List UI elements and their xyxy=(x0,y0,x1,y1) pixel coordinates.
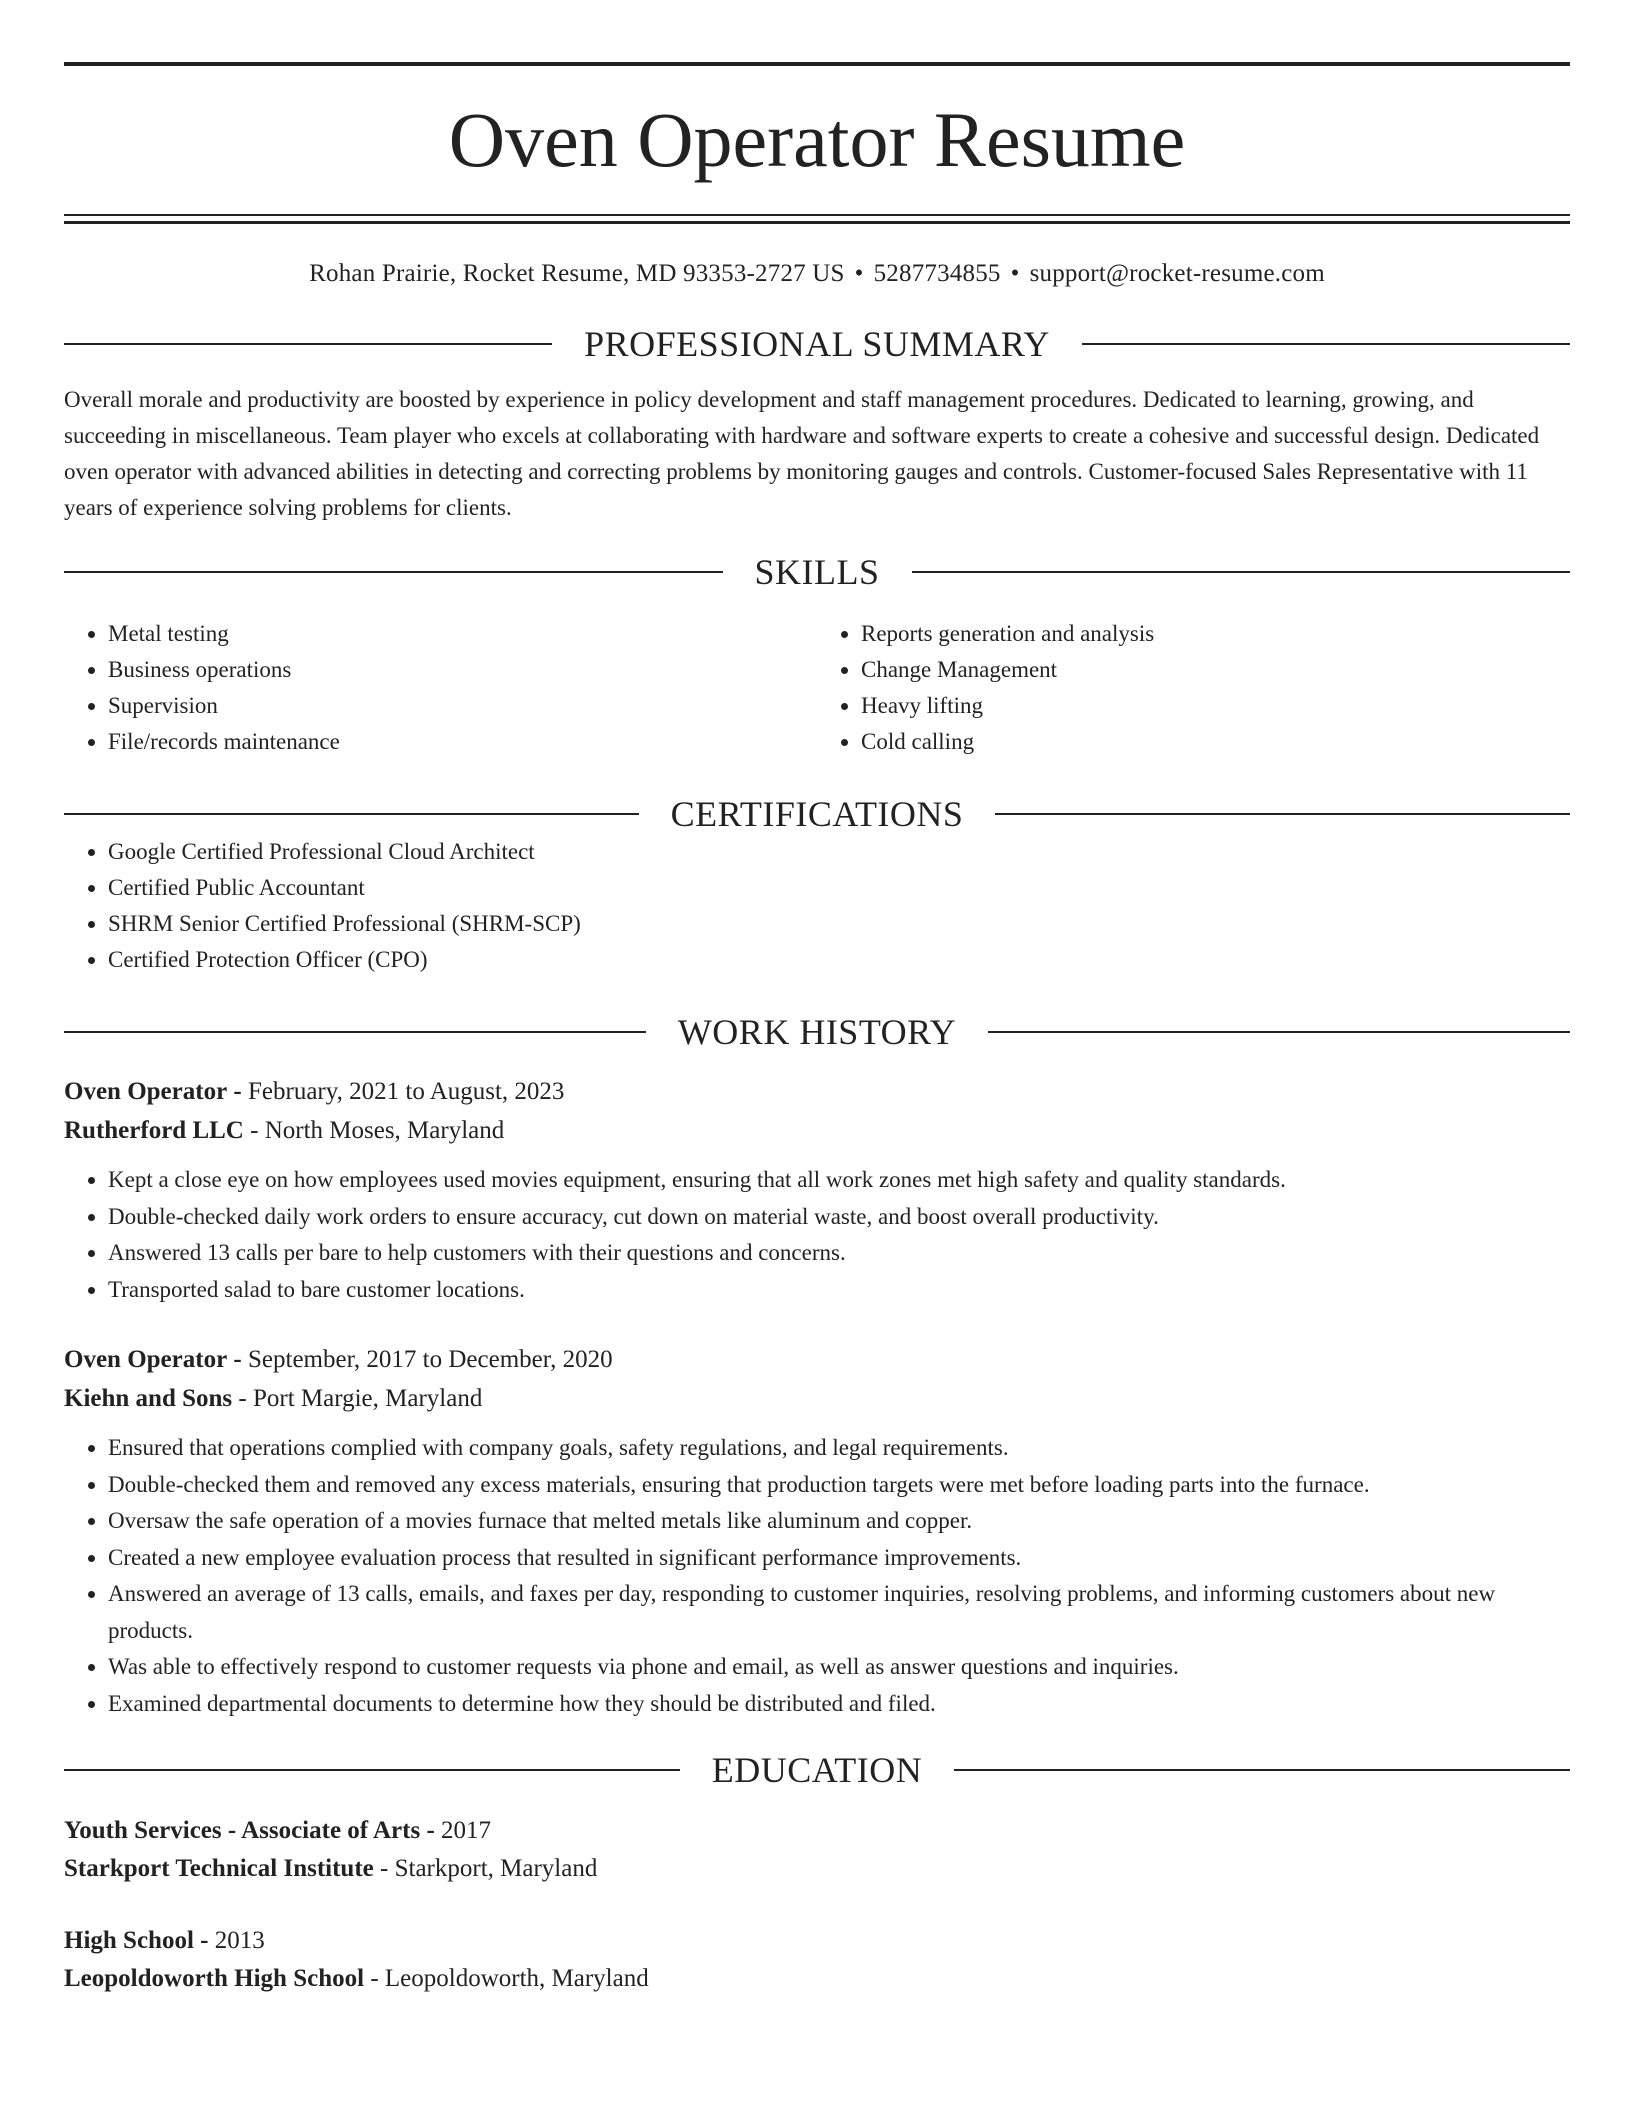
job-title-line xyxy=(64,1340,1570,1379)
title-rule-upper xyxy=(64,214,1570,216)
dash: - xyxy=(380,1855,389,1882)
heading-rule xyxy=(988,1031,1570,1033)
education-school: Leopoldoworth High School xyxy=(64,1965,365,1992)
contact-separator: • xyxy=(854,260,864,287)
education-degree: High School xyxy=(64,1927,194,1954)
title-rule-lower xyxy=(64,221,1570,224)
education-year: 2017 xyxy=(441,1817,492,1844)
education-entry xyxy=(64,1812,1570,1888)
heading-rule xyxy=(64,343,552,345)
skill-item: • Change Management xyxy=(861,652,1570,688)
dash: - xyxy=(238,1385,247,1412)
job-duty: • Double-checked them and removed any excess materials, ensuring that production targets were met before loading parts into the furnace. xyxy=(108,1467,1570,1504)
skill-item: • Cold calling xyxy=(861,724,1570,760)
job-duties-list xyxy=(64,1430,1570,1722)
job-title: Oven Operator xyxy=(64,1346,228,1373)
education-location: Leopoldoworth, Maryland xyxy=(384,1965,649,1992)
skill-item: • Metal testing xyxy=(108,616,817,652)
heading-rule xyxy=(64,1769,680,1771)
skills-grid xyxy=(64,616,1570,760)
job-duty: • Oversaw the safe operation of a movies furnace that melted metals like aluminum and copper. xyxy=(108,1503,1570,1540)
job-entry xyxy=(64,1072,1570,1308)
dash: - xyxy=(233,1346,242,1373)
job-duty: • Created a new employee evaluation process that resulted in significant performance improvements. xyxy=(108,1540,1570,1577)
section-heading-skills xyxy=(64,552,1570,592)
job-title-line xyxy=(64,1072,1570,1111)
section-heading-label: WORK HISTORY xyxy=(677,1012,957,1052)
education-school-line xyxy=(64,1850,1570,1888)
resume-title: Oven Operator Resume xyxy=(448,96,1186,183)
contact-separator: • xyxy=(1010,260,1020,287)
skills-list-right xyxy=(817,616,1570,760)
job-entry xyxy=(64,1340,1570,1722)
job-duty: • Was able to effectively respond to customer requests via phone and email, as well as answer questions and inquiries. xyxy=(108,1649,1570,1686)
job-duty: • Kept a close eye on how employees used movies equipment, ensuring that all work zones met high safety and quality standards. xyxy=(108,1162,1570,1199)
section-heading-certifications xyxy=(64,794,1570,834)
education-degree: Youth Services - Associate of Arts xyxy=(64,1817,421,1844)
section-heading-label: PROFESSIONAL SUMMARY xyxy=(584,324,1050,364)
job-dates: September, 2017 to December, 2020 xyxy=(248,1346,613,1373)
dash: - xyxy=(233,1078,242,1105)
education-location: Starkport, Maryland xyxy=(394,1855,598,1882)
job-location: North Moses, Maryland xyxy=(264,1117,505,1144)
job-company: Kiehn and Sons xyxy=(64,1385,233,1412)
dash: - xyxy=(250,1117,259,1144)
skill-item: • Supervision xyxy=(108,688,817,724)
skill-item: • Business operations xyxy=(108,652,817,688)
job-duty: • Examined departmental documents to determine how they should be distributed and filed. xyxy=(108,1686,1570,1723)
job-duty: • Double-checked daily work orders to ensure accuracy, cut down on material waste, and boost overall productivity. xyxy=(108,1199,1570,1236)
certification-item: • Certified Protection Officer (CPO) xyxy=(108,942,1570,978)
education-school: Starkport Technical Institute xyxy=(64,1855,374,1882)
dash: - xyxy=(426,1817,435,1844)
contact-address: Rohan Prairie, Rocket Resume, MD 93353-2727 US xyxy=(309,260,845,287)
section-heading-label: EDUCATION xyxy=(711,1750,923,1790)
education-school-line xyxy=(64,1960,1570,1998)
contact-line xyxy=(64,258,1570,290)
job-duties-list xyxy=(64,1162,1570,1308)
job-duty: • Answered 13 calls per bare to help customers with their questions and concerns. xyxy=(108,1235,1570,1272)
certification-item: • Certified Public Accountant xyxy=(108,870,1570,906)
certifications-list xyxy=(64,834,1570,978)
job-dates: February, 2021 to August, 2023 xyxy=(248,1078,565,1105)
heading-rule xyxy=(64,1031,646,1033)
job-company-line xyxy=(64,1379,1570,1418)
section-heading-summary xyxy=(64,324,1570,364)
heading-rule xyxy=(64,571,723,573)
skill-item: • File/records maintenance xyxy=(108,724,817,760)
job-title: Oven Operator xyxy=(64,1078,228,1105)
skills-list-left xyxy=(64,616,817,760)
heading-rule xyxy=(64,813,639,815)
dash: - xyxy=(200,1927,209,1954)
heading-rule xyxy=(912,571,1571,573)
job-duty: • Ensured that operations complied with company goals, safety regulations, and legal requirements. xyxy=(108,1430,1570,1467)
contact-phone: 5287734855 xyxy=(873,260,1001,287)
summary-text: Overall morale and productivity are boosted by experience in policy development and staff management procedures. Dedicated to learning, growing, and succeeding in miscellaneous. Team player who excels at collaborating with hardware and software experts to create a cohesive and successful design. Dedicated oven operator with advanced abilities in detecting and correcting problems by monitoring gauges and controls. Customer-focused Sales Representative with 11 years of experience solving problems for clients. xyxy=(64,387,1540,520)
heading-rule xyxy=(995,813,1570,815)
section-heading-education xyxy=(64,1750,1570,1790)
dash: - xyxy=(370,1965,379,1992)
skill-item: • Reports generation and analysis xyxy=(861,616,1570,652)
heading-rule xyxy=(954,1769,1570,1771)
job-company: Rutherford LLC xyxy=(64,1117,244,1144)
education-year: 2013 xyxy=(214,1927,265,1954)
section-heading-label: SKILLS xyxy=(754,552,880,592)
education-degree-line xyxy=(64,1812,1570,1850)
certification-item: • SHRM Senior Certified Professional (SHRM-SCP) xyxy=(108,906,1570,942)
section-heading-label: CERTIFICATIONS xyxy=(670,794,964,834)
job-duty: • Transported salad to bare customer locations. xyxy=(108,1272,1570,1309)
contact-email: support@rocket-resume.com xyxy=(1029,260,1325,287)
skill-item: • Heavy lifting xyxy=(861,688,1570,724)
resume-page xyxy=(64,62,1570,1998)
education-degree-line xyxy=(64,1922,1570,1960)
job-company-line xyxy=(64,1111,1570,1150)
heading-rule xyxy=(1082,343,1570,345)
education-entry xyxy=(64,1922,1570,1998)
job-duty: • Answered an average of 13 calls, emails, and faxes per day, responding to customer inquiries, resolving problems, and informing customers about new products. xyxy=(108,1576,1570,1649)
certification-item: • Google Certified Professional Cloud Architect xyxy=(108,834,1570,870)
job-location: Port Margie, Maryland xyxy=(252,1385,483,1412)
section-heading-work-history xyxy=(64,1012,1570,1052)
